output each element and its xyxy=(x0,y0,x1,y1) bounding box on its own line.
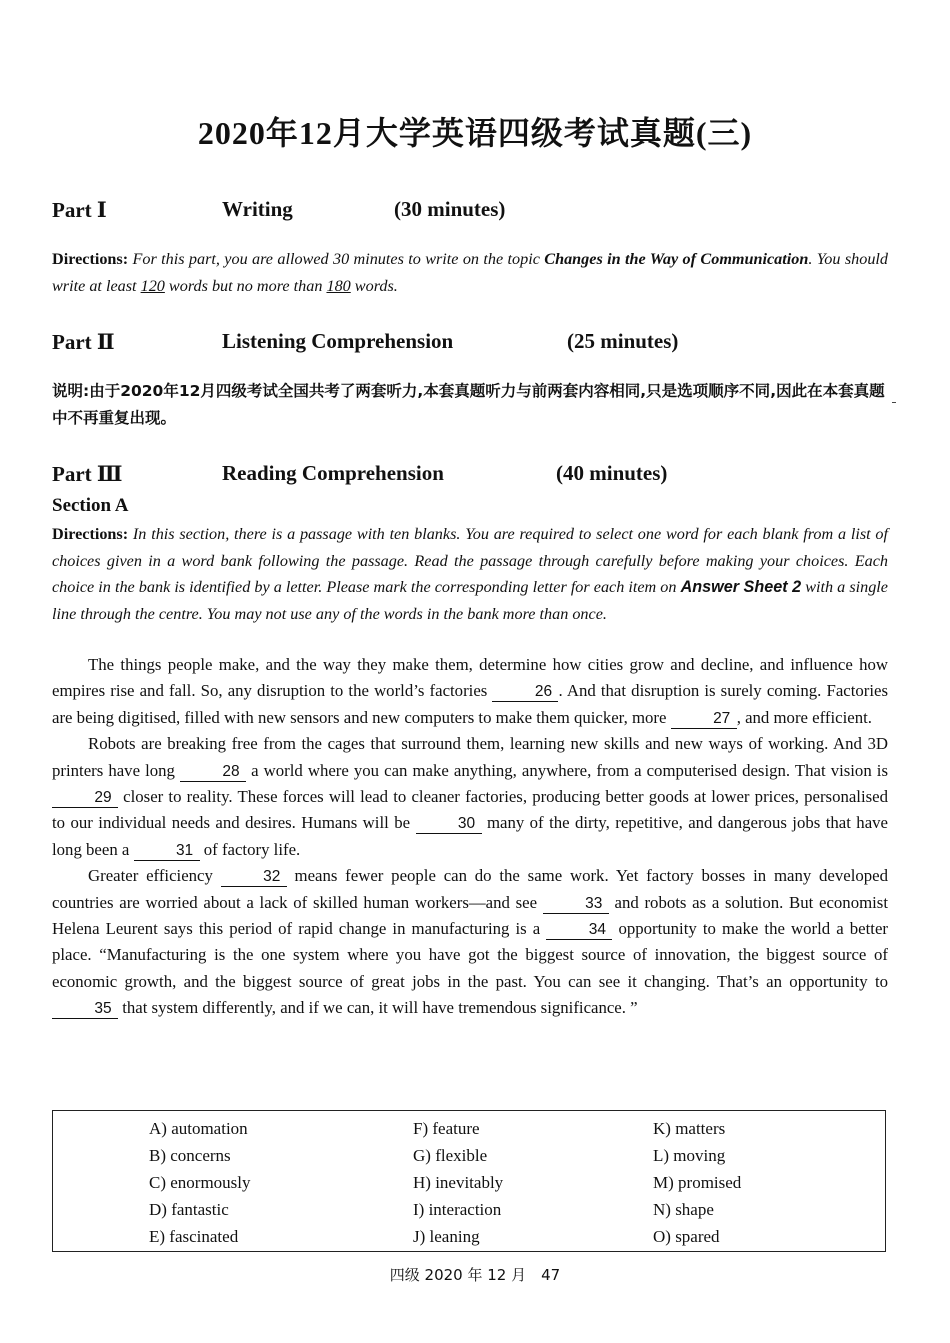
blank-35: 35 xyxy=(52,1000,118,1019)
writing-topic: Changes in the Way of xyxy=(544,250,697,268)
part-1-time: (30 minutes) xyxy=(394,197,506,221)
reading-passage xyxy=(52,652,888,1022)
section-a-heading: Section A xyxy=(52,495,129,516)
passage-text: , and more efficient. xyxy=(736,707,872,727)
blank-33: 33 xyxy=(543,895,609,914)
word-bank xyxy=(52,1110,886,1252)
part-2-name: Listening Comprehension xyxy=(222,329,454,353)
passage-text: many of the dirty, repetitive, and dangerous jobs that have long been a xyxy=(52,813,888,859)
word-bank-column-2 xyxy=(413,1115,503,1250)
word-option-a: A) automation xyxy=(149,1119,248,1138)
part-3-heading xyxy=(52,461,888,487)
max-words: 180 xyxy=(326,276,351,295)
word-option-k: K) matters xyxy=(653,1119,726,1138)
part-3-time: (40 minutes) xyxy=(556,461,668,485)
passage-text: . And that disruption is surely coming. Factories are being digitised, filled with new sensors and new computers to make them quicker, more xyxy=(52,681,888,727)
writing-topic-cont: Communication xyxy=(700,250,809,268)
word-option-j: J) leaning xyxy=(413,1227,480,1246)
blank-32: 32 xyxy=(221,868,287,887)
part-2-label: Part Ⅱ xyxy=(52,330,115,354)
word-option-i: I) interaction xyxy=(413,1200,502,1219)
word-option-d: D) fantastic xyxy=(149,1200,229,1219)
part-1-name: Writing xyxy=(222,197,293,221)
passage-text: means fewer people can do the same work. Yet factory bosses in many developed countries are worried about a lack of skilled human workers—and see xyxy=(52,866,889,912)
word-option-g: G) flexible xyxy=(413,1146,488,1165)
listening-note: 说明:由于2020年12月四级考试全国共考了两套听力,本套真题听力与前两套内容相同,只是选项顺序不同,因此在本套真题中不再重复出现。 xyxy=(52,382,885,427)
page-footer: 四级 2020 年 12 月 47 xyxy=(389,1266,561,1284)
word-option-b: B) concerns xyxy=(149,1146,231,1165)
passage-text: opportunity to make the world a better place. “Manufacturing is the one system where you have got the biggest source of innovation, the biggest source of economic growth, and the biggest source of great jobs in the past. You can see it changing. That’s an opportunity to xyxy=(52,919,888,991)
blank-26: 26 xyxy=(492,683,558,702)
paragraph xyxy=(52,731,888,863)
word-option-f: F) feature xyxy=(413,1119,480,1138)
blank-34: 34 xyxy=(546,921,612,940)
directions-label: Directions: xyxy=(52,250,129,268)
part-2-heading xyxy=(52,329,888,355)
passage-text: The things people make, and the way they make them, determine how cities grow and decline, and influence how empires rise and fall. So, any disruption to the world’s factories xyxy=(52,655,888,701)
directions-text: words but no more than xyxy=(168,276,323,295)
part-1-label: Part Ⅰ xyxy=(52,198,107,222)
word-option-o: O) spared xyxy=(653,1227,720,1246)
scan-mark xyxy=(892,402,896,403)
part-2-time: (25 minutes) xyxy=(567,329,679,353)
directions-text: words. xyxy=(354,276,398,295)
blank-31: 31 xyxy=(134,842,200,861)
min-words: 120 xyxy=(140,276,165,295)
blank-27: 27 xyxy=(671,710,737,729)
part-1-directions xyxy=(52,246,888,299)
passage-text: and robots as a solution. But economist Helena Leurent says this period of rapid change in manufacturing is a xyxy=(52,892,888,939)
blank-29: 29 xyxy=(52,789,118,808)
directions-text: In this section, there is a passage with ten blanks. You are required to select one word for each blank from a list of choices given in a word bank following the passage. Read the passage through carefully before making your choices. Each choice in the bank is identified by a letter. Please mark the corresponding letter for each item on xyxy=(52,525,889,596)
passage-text: Robots are breaking free from the cages that surround them, learning new skills and new ways of working. And 3D printers have long xyxy=(52,734,888,780)
directions-text: For this part, you are allowed 30 minutes to write on the topic xyxy=(132,250,540,268)
word-bank-column-3 xyxy=(653,1115,741,1250)
paragraph xyxy=(52,652,888,731)
part-3-directions xyxy=(52,521,888,627)
part-3-label: Part Ⅲ xyxy=(52,462,123,486)
answer-sheet-ref: Answer Sheet 2 xyxy=(680,578,802,596)
blank-28: 28 xyxy=(180,763,246,782)
word-option-e: E) fascinated xyxy=(149,1227,239,1246)
passage-text: of factory life. xyxy=(203,839,301,859)
page-title: 2020年12月大学英语四级考试真题(三) xyxy=(197,115,753,151)
word-option-c: C) enormously xyxy=(149,1173,251,1192)
paragraph xyxy=(52,863,888,1021)
word-option-l: L) moving xyxy=(653,1146,726,1165)
passage-text: a world where you can make anything, anywhere, from a computerised design. That vision is xyxy=(251,760,888,780)
word-option-m: M) promised xyxy=(653,1173,742,1192)
part-1-heading xyxy=(52,197,888,223)
directions-text: . You should write at least xyxy=(52,250,889,295)
passage-text: Greater efficiency xyxy=(88,866,213,886)
word-bank-column-1 xyxy=(149,1115,251,1250)
passage-text: that system differently, and if we can, it will have tremendous significance. ” xyxy=(122,998,638,1018)
directions-label: Directions: xyxy=(52,525,129,543)
directions-text: with a single line through the centre. You may not use any of the words in the bank more than once. xyxy=(52,578,888,623)
word-option-n: N) shape xyxy=(653,1200,714,1219)
blank-30: 30 xyxy=(416,815,482,834)
word-option-h: H) inevitably xyxy=(413,1173,504,1192)
passage-text: closer to reality. These forces will lead to cleaner factories, producing better goods at lower prices, personalised to our individual needs and desires. Humans will be xyxy=(52,787,888,833)
part-3-name: Reading Comprehension xyxy=(222,461,444,485)
